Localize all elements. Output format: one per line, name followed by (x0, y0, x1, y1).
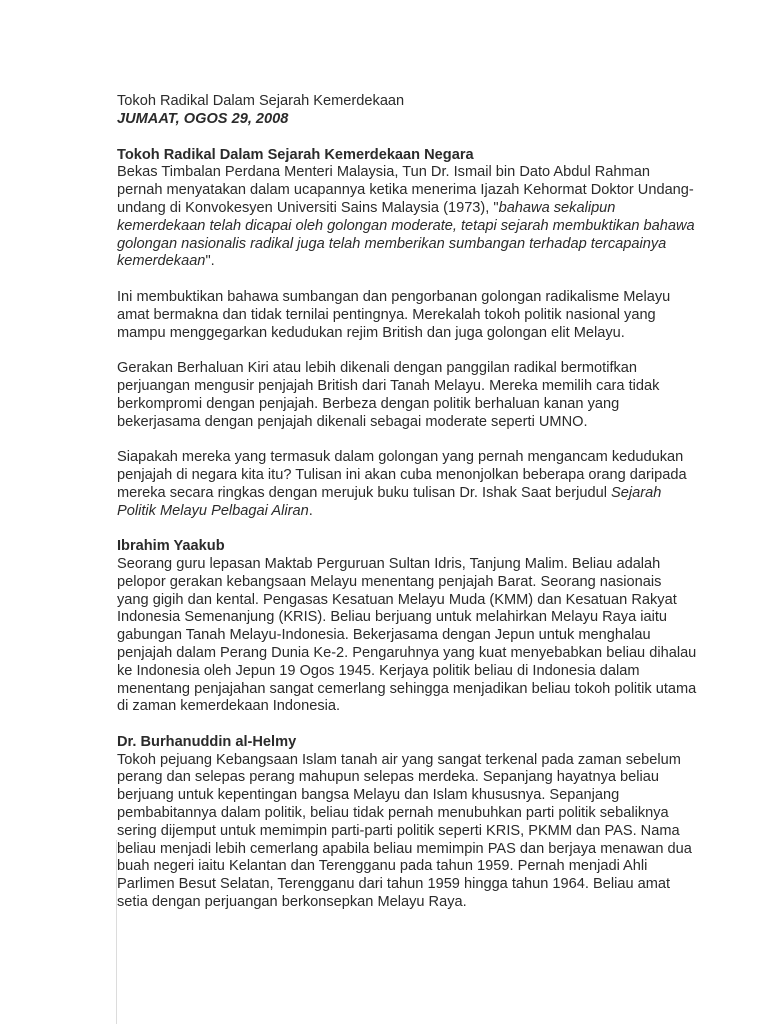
section-body-ibrahim-yaakub: Seorang guru lepasan Maktab Perguruan Sultan Idris, Tanjung Malim. Beliau adalah pelopor gerakan kebangsaan Melayu menentang penjajah Barat. Seorang nasionais yang gigih dan kental. Pengasas Kesatuan Melayu Muda (KMM) dan Kesatuan Rakyat Indonesia Semenanjung (KRIS). Beliau berjuang untuk melahirkan Melayu Raya iaitu gabungan Tanah Melayu-Indonesia. Bekerjasama dengan Jepun untuk menghalau penjajah dalam Perang Dunia Ke-2. Pengaruhnya yang kuat menyebabkan beliau dihalau ke Indonesia oleh Jepun 19 Ogos 1945. Kerjaya politik beliau di Indonesia dalam menentang penjajahan sangat cemerlang sehingga menjadikan beliau tokoh politik utama di zaman kemerdekaan Indonesia. (117, 555, 697, 715)
para4-tail: . (308, 502, 313, 519)
section-body-burhanuddin: Tokoh pejuang Kebangsaan Islam tanah air yang sangat terkenal pada zaman sebelum perang dan selepas perang mahupun selepas merdeka. Sepanjang hayatnya beliau berjuang untuk kepentingan bangsa Melayu dan Islam khususnya. Sepanjang pembabitannya dalam politik, beliau tidak pernah menubuhkan parti politik sebaliknya sering dijemput untuk memimpin parti-parti politik seperti KRIS, PKMM dan PAS. Nama beliau menjadi lebih cemerlang apabila beliau memimpin PAS dan berjaya menawan dua buah negeri iaitu Kelantan dan Terengganu pada tahun 1959. Pernah menjadi Ahli Parlimen Besut Selatan, Terengganu dari tahun 1959 hingga tahun 1964. Beliau amat setia dengan perjuangan berkonsepkan Melayu Raya. (117, 751, 692, 911)
spacer (117, 271, 697, 289)
spacer (117, 129, 697, 147)
section-heading-ibrahim-yaakub: Ibrahim Yaakub (117, 538, 225, 555)
spacer (117, 431, 697, 449)
spacer (117, 342, 697, 360)
document-date: JUMAAT, OGOS 29, 2008 (117, 110, 289, 127)
document-title: Tokoh Radikal Dalam Sejarah Kemerdekaan (117, 93, 405, 109)
spacer (117, 520, 697, 538)
section-heading-burhanuddin: Dr. Burhanuddin al-Helmy (117, 733, 297, 750)
document-body (117, 93, 697, 912)
intro-tail: ". (205, 253, 215, 270)
intro-paragraph (117, 164, 697, 271)
book-title: Sejarah Politik Melayu Pelbagai Aliran (117, 484, 662, 519)
intro-quote: bahawa sekalipun kemerdekaan telah dicapai oleh golongan moderate, tetapi sejarah membuktikan bahawa golongan nasionalis radikal juga telah memberikan sumbangan terhadap tercapainya kemerdekaan (117, 199, 695, 270)
paragraph-3: Gerakan Berhaluan Kiri atau lebih dikenali dengan panggilan radikal bermotifkan perjuangan mengusir penjajah British dari Tanah Melayu. Mereka memilih cara tidak berkompromi dengan penjajah. Berbeza dengan politik berhaluan kanan yang bekerjasama dengan penjajah dikenali sebagai moderate seperti UMNO. (117, 360, 660, 430)
spacer (117, 716, 697, 734)
paragraph-2: Ini membuktikan bahawa sumbangan dan pengorbanan golongan radikalisme Melayu amat bermakna dan tidak ternilai pentingnya. Merekalah tokoh politik nasional yang mampu menggegarkan kedudukan rejim British dan juga golongan elit Melayu. (117, 288, 671, 341)
paragraph-4 (117, 449, 697, 520)
para4-lead: Siapakah mereka yang termasuk dalam golongan yang pernah mengancam kedudukan penjajah di negara kita itu? Tulisan ini akan cuba menonjolkan beberapa orang daripada mereka secara ringkas dengan merujuk buku tulisan Dr. Ishak Saat berjudul (117, 449, 687, 501)
article-heading: Tokoh Radikal Dalam Sejarah Kemerdekaan Negara (117, 146, 474, 163)
intro-lead: Bekas Timbalan Perdana Menteri Malaysia, Tun Dr. Ismail bin Dato Abdul Rahman pernah menyatakan dalam ucapannya ketika menerima Ijazah Kehormat Doktor Undang-undang di Konvokesyen Universiti Sains Malaysia (1973), " (117, 164, 694, 216)
